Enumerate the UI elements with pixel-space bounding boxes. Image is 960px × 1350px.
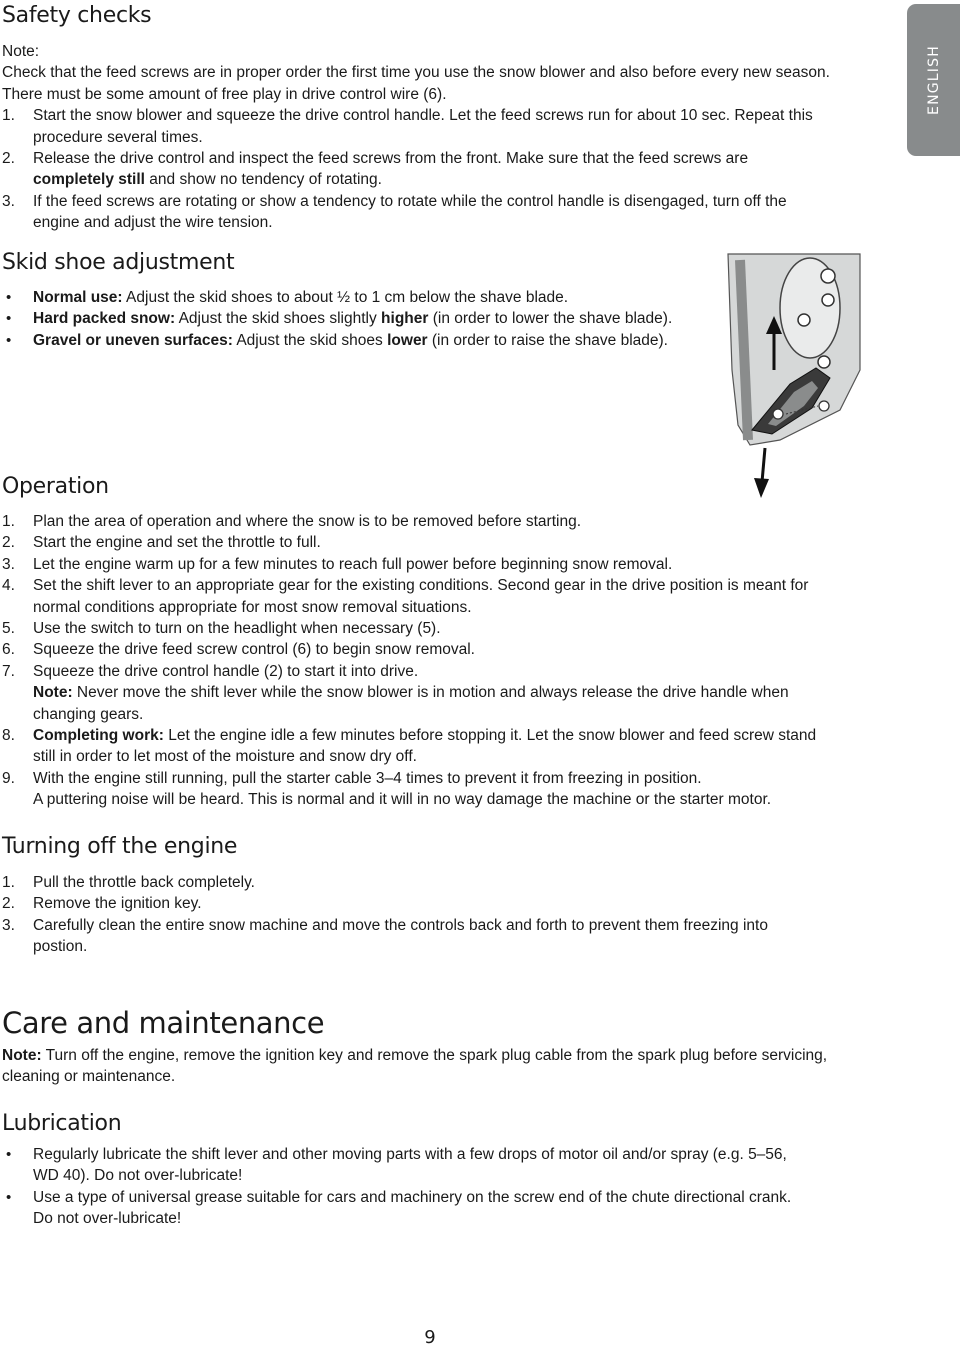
list-item	[2, 191, 832, 234]
list-item	[2, 618, 862, 639]
safety-note-text: Check that the feed screws are in proper order the first time you use the snow blower and also before every new season. There must be some amount of free play in drive control wire (6).	[2, 64, 830, 103]
item-number: 2.	[2, 895, 15, 913]
item-text: Adjust the skid shoes slightly	[175, 310, 382, 328]
list-item	[2, 639, 862, 660]
item-text: With the engine still running, pull the starter cable 3–4 times to prevent it from freezing in position.	[33, 769, 702, 787]
item-text: (in order to lower the shave blade).	[428, 310, 673, 328]
lubrication-heading: Lubrication	[2, 1111, 122, 1136]
safety-checks-heading: Safety checks	[2, 3, 152, 28]
bullet: •	[6, 289, 12, 306]
page-number: 9	[424, 1327, 436, 1348]
item-number: 7.	[2, 662, 15, 680]
safety-note-label: Note:	[2, 43, 40, 60]
turning-off-section	[2, 872, 822, 958]
bullet: •	[6, 310, 12, 328]
item-number: 1.	[2, 513, 15, 530]
list-item	[2, 872, 822, 893]
item-number: 2.	[2, 534, 15, 552]
turning-off-heading: Turning off the engine	[2, 834, 238, 859]
item-text: (in order to raise the shave blade).	[427, 331, 668, 349]
item-text: Squeeze the drive feed screw control (6) to begin snow removal.	[33, 641, 475, 659]
item-note-label: Note:	[33, 684, 73, 702]
item-text: Adjust the skid shoes	[232, 331, 388, 349]
item-label: Completing work:	[33, 727, 164, 745]
skid-shoe-section	[2, 287, 712, 351]
language-tab-label: ENGLISH	[925, 45, 942, 115]
list-item	[2, 915, 822, 958]
item-number: 9.	[2, 769, 15, 787]
item-number: 1.	[2, 107, 15, 125]
item-text: Squeeze the drive control handle (2) to start it into drive.	[33, 662, 419, 680]
item-text: Start the snow blower and squeeze the drive control handle. Let the feed screws run for about 10 sec. Repeat this procedure several times.	[33, 107, 813, 146]
item-number: 3.	[2, 555, 15, 573]
item-number: 5.	[2, 620, 15, 638]
item-text: Remove the ignition key.	[33, 895, 202, 913]
list-item	[2, 1144, 792, 1187]
bullet: •	[6, 1188, 12, 1206]
item-number: 6.	[2, 641, 15, 659]
list-item	[2, 554, 862, 575]
item-text: Use the switch to turn on the headlight when necessary (5).	[33, 620, 441, 638]
bolt-icon	[821, 269, 835, 283]
item-text: Let the engine warm up for a few minutes to reach full power before beginning snow removal.	[33, 555, 673, 573]
language-tab	[907, 4, 960, 156]
item-text: Adjust the skid shoes to about ½ to 1 cm below the shave blade.	[122, 289, 569, 306]
item-text: Pull the throttle back completely.	[33, 874, 255, 891]
item-emphasis: completely still	[33, 171, 145, 189]
item-number: 8.	[2, 727, 15, 745]
item-note	[33, 682, 838, 725]
list-item	[2, 308, 712, 329]
note-text: Turn off the engine, remove the ignition key and remove the spark plug cable from the spark plug before servicing, cleaning or maintenance.	[2, 1047, 828, 1086]
bolt-icon	[822, 294, 834, 306]
down-arrow-shaft	[762, 448, 765, 482]
operation-heading: Operation	[2, 474, 109, 499]
item-emphasis: higher	[381, 310, 429, 328]
item-note-text: Never move the shift lever while the snow blower is in motion and always release the drive handle when changing gears.	[33, 684, 789, 723]
item-label: Normal use:	[33, 289, 123, 306]
item-text: Plan the area of operation and where the snow is to be removed before starting.	[33, 513, 582, 530]
item-text-continued: A puttering noise will be heard. This is normal and it will in no way damage the machine or the starter motor.	[33, 791, 772, 809]
item-text: Regularly lubricate the shift lever and other moving parts with a few drops of motor oil and/or spray (e.g. 5–56, WD 40). Do not over-lubricate!	[33, 1146, 787, 1185]
operation-section	[2, 511, 862, 811]
care-maintenance-heading: Care and maintenance	[2, 1006, 325, 1040]
list-item	[2, 575, 838, 618]
list-item	[2, 287, 712, 308]
nut-icon	[819, 401, 829, 411]
list-item	[2, 725, 838, 768]
item-number: 3.	[2, 192, 15, 210]
item-label: Hard packed snow:	[33, 310, 176, 328]
care-maintenance-note	[2, 1045, 852, 1088]
item-number: 4.	[2, 577, 15, 595]
item-text: Start the engine and set the throttle to full.	[33, 534, 321, 552]
item-label: Gravel or uneven surfaces:	[33, 331, 233, 349]
item-emphasis: lower	[387, 331, 428, 349]
item-number: 3.	[2, 916, 15, 934]
bolt-icon	[798, 314, 810, 326]
list-item	[2, 661, 838, 725]
list-item	[2, 511, 862, 532]
list-item	[2, 330, 712, 351]
lubrication-section	[2, 1144, 792, 1230]
note-label: Note:	[2, 1047, 42, 1064]
item-number: 1.	[2, 874, 15, 891]
list-item	[2, 1187, 792, 1230]
item-text: Let the engine idle a few minutes before stopping it. Let the snow blower and feed screw stand still in order to let most of the moisture and snow dry off.	[33, 727, 817, 766]
nut-icon	[818, 356, 830, 368]
item-text: Carefully clean the entire snow machine and move the controls back and forth to prevent them freezing into postion.	[33, 916, 768, 956]
list-item	[2, 532, 862, 553]
item-text: and show no tendency of rotating.	[144, 171, 382, 189]
nut-icon	[773, 409, 783, 419]
item-text: Use a type of universal grease suitable for cars and machinery on the screw end of the chute directional crank. Do not over-lubricate!	[33, 1188, 792, 1228]
list-item	[2, 768, 873, 811]
skid-shoe-heading: Skid shoe adjustment	[2, 250, 235, 275]
safety-checks-section	[2, 41, 832, 234]
bullet: •	[6, 1146, 12, 1163]
list-item	[2, 148, 832, 191]
skid-shoe-illustration	[720, 250, 870, 500]
item-text: If the feed screws are rotating or show a tendency to rotate while the control handle is disengaged, turn off the engine and adjust the wire tension.	[33, 192, 787, 232]
list-item	[2, 105, 832, 148]
list-item	[2, 893, 822, 914]
bullet: •	[6, 331, 12, 349]
item-text: Set the shift lever to an appropriate gear for the existing conditions. Second gear in the drive position is meant for normal conditions appropriate for most snow removal situations.	[33, 577, 809, 616]
down-arrow-icon	[754, 478, 769, 498]
item-number: 2.	[2, 150, 15, 168]
item-text: Release the drive control and inspect the feed screws from the front. Make sure that the feed screws are	[33, 150, 749, 168]
